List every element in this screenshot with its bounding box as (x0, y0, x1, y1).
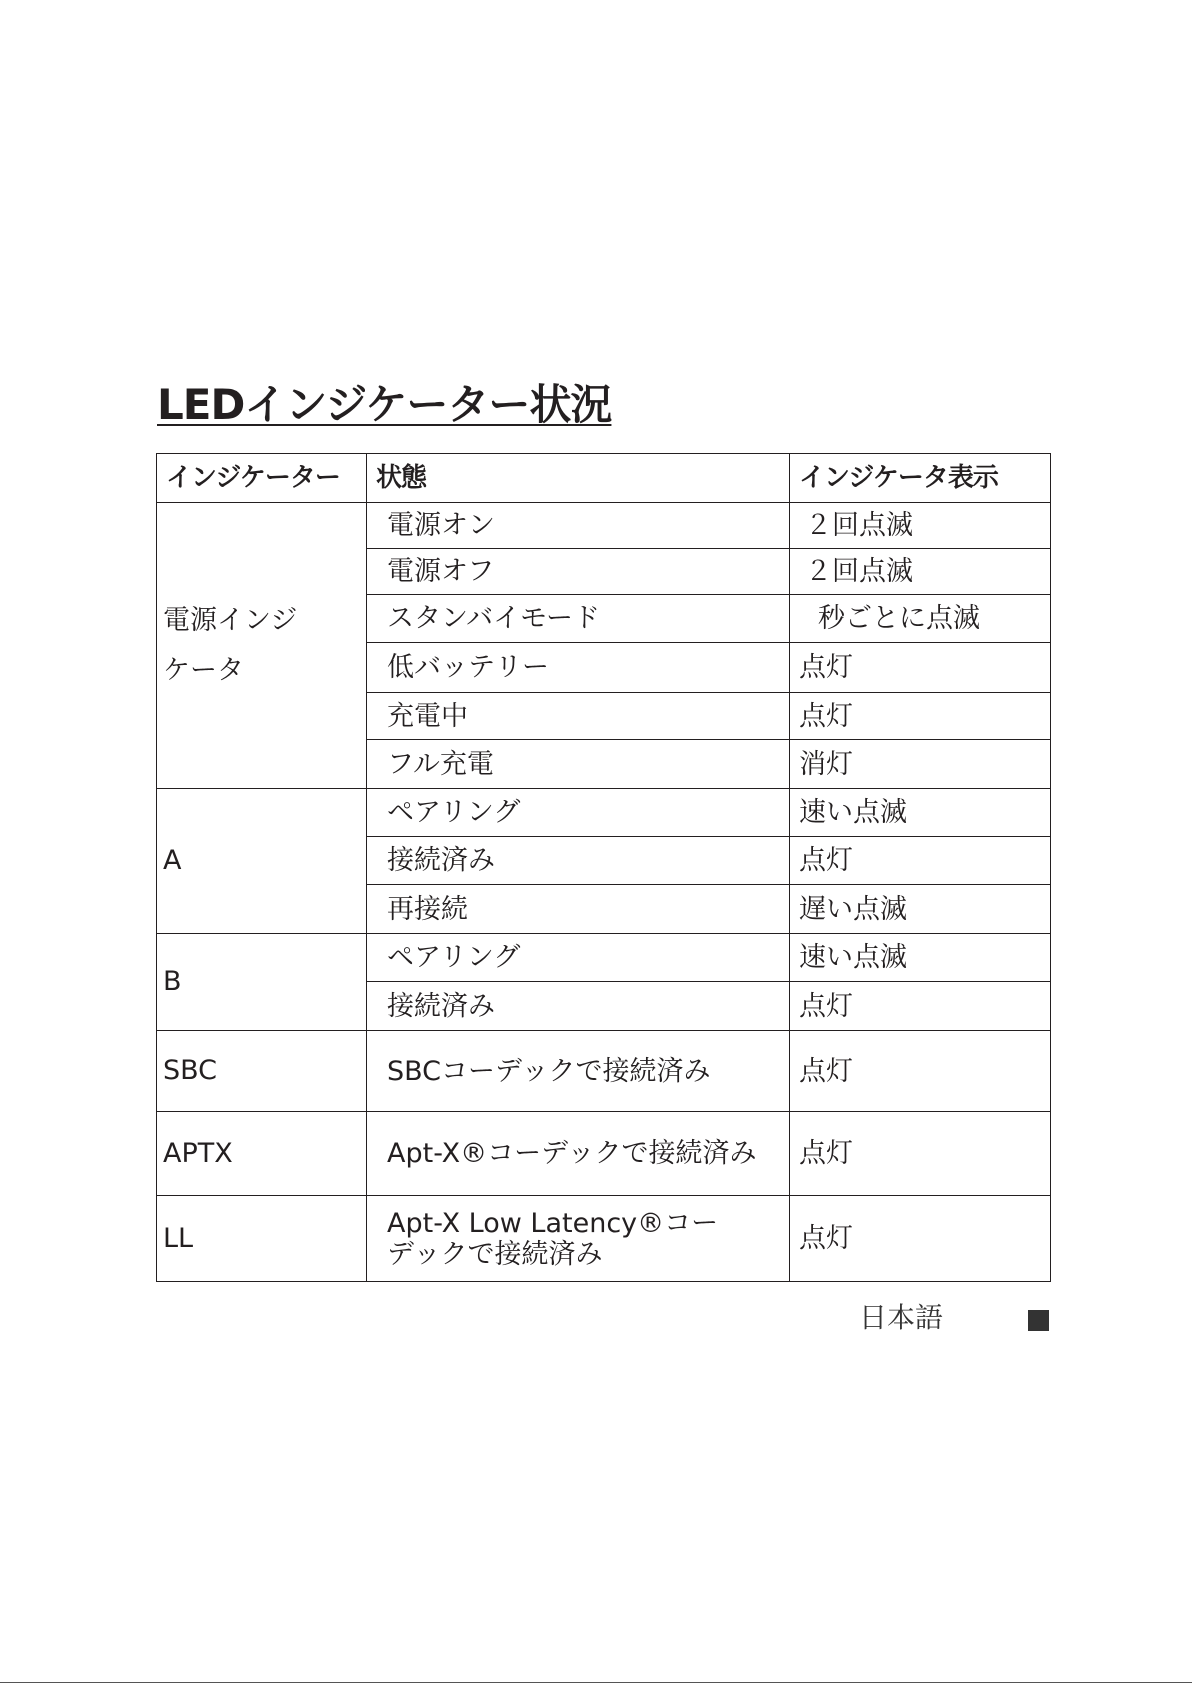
indicator-cell-ll: LL (157, 1196, 367, 1282)
led-indicator-table (156, 453, 1051, 1282)
state-cell: フル充電 (367, 740, 790, 789)
indicator-cell-power (157, 503, 367, 789)
display-cell: 点灯 (790, 1196, 1051, 1282)
state-cell: ペアリング (367, 934, 790, 982)
display-cell: 点灯 (790, 837, 1051, 885)
display-cell: 秒ごとに点滅 (790, 595, 1051, 643)
display-cell: 速い点滅 (790, 934, 1051, 982)
state-cell: スタンバイモード (367, 595, 790, 643)
display-cell: 点灯 (790, 643, 1051, 693)
table-row (157, 503, 1051, 549)
page-title: LEDインジケーター状況 (157, 380, 612, 429)
table-row (157, 1031, 1051, 1112)
state-cell: 接続済み (367, 982, 790, 1031)
indicator-line: ケータ (163, 654, 244, 686)
header-display: インジケータ表示 (790, 454, 1051, 503)
display-cell: ２回点滅 (790, 503, 1051, 549)
display-cell: 点灯 (790, 1031, 1051, 1112)
header-state: 状態 (367, 454, 790, 503)
state-cell: SBCコーデックで接続済み (367, 1031, 790, 1112)
indicator-cell-sbc: SBC (157, 1031, 367, 1112)
state-cell: 電源オフ (367, 549, 790, 595)
table-row (157, 789, 1051, 837)
state-cell: ペアリング (367, 789, 790, 837)
state-cell: 電源オン (367, 503, 790, 549)
display-cell: 点灯 (790, 1112, 1051, 1196)
section-marker-square (1028, 1310, 1049, 1331)
display-cell: 遅い点滅 (790, 885, 1051, 934)
state-cell: 低バッテリー (367, 643, 790, 693)
state-cell (367, 1196, 790, 1282)
indicator-cell-aptx: APTX (157, 1112, 367, 1196)
display-cell: 点灯 (790, 982, 1051, 1031)
state-cell: 再接続 (367, 885, 790, 934)
language-label: 日本語 (859, 1301, 944, 1334)
state-cell: 接続済み (367, 837, 790, 885)
table-row (157, 934, 1051, 982)
indicator-cell-a: A (157, 789, 367, 934)
header-indicator: インジケーター (157, 454, 367, 503)
table-row (157, 1112, 1051, 1196)
display-cell: ２回点滅 (790, 549, 1051, 595)
display-cell: 速い点滅 (790, 789, 1051, 837)
table-row (157, 1196, 1051, 1282)
display-cell: 点灯 (790, 693, 1051, 740)
indicator-cell-b: B (157, 934, 367, 1031)
page-bottom-divider (0, 1682, 1192, 1683)
indicator-line: 電源インジ (163, 604, 298, 636)
state-cell: 充電中 (367, 693, 790, 740)
state-line: デックで接続済み (387, 1238, 603, 1270)
state-line: Apt-X Low Latency®コー (387, 1207, 719, 1239)
display-cell: 消灯 (790, 740, 1051, 789)
state-cell: Apt-X®コーデックで接続済み (367, 1112, 790, 1196)
table-header-row (157, 454, 1051, 503)
